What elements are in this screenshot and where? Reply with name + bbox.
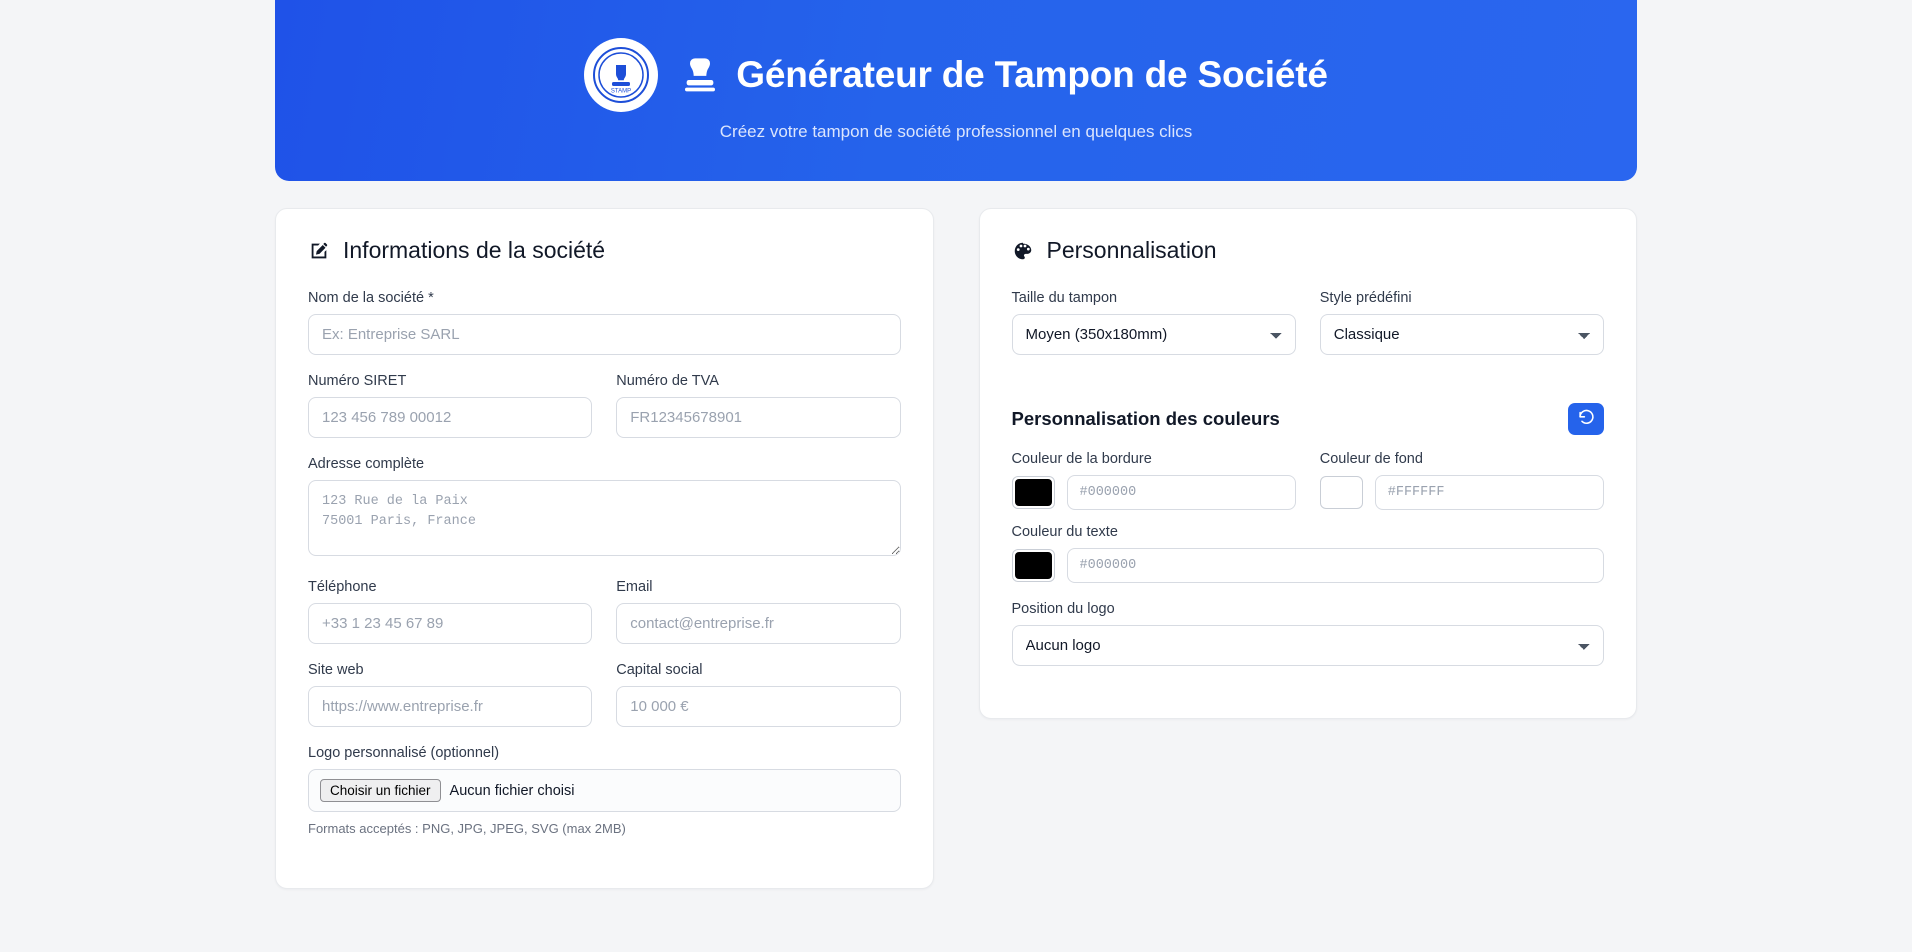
app-header [275, 0, 1637, 181]
background-color-swatch[interactable] [1320, 476, 1363, 509]
label-company-name: Nom de la société * [308, 290, 434, 306]
label-address: Adresse complète [308, 456, 425, 472]
style-preset-select[interactable] [1320, 314, 1604, 355]
page-title: Générateur de Tampon de Société [736, 54, 1328, 95]
row-phone-email [308, 579, 901, 662]
logo-position-select[interactable] [1012, 625, 1605, 666]
company-info-card [275, 208, 934, 889]
website-input[interactable] [308, 686, 592, 727]
colors-section-header [1012, 403, 1605, 435]
field-tva [616, 373, 900, 438]
row-siret-tva [308, 373, 901, 456]
header-title-wrap [680, 54, 1327, 96]
label-tva: Numéro de TVA [616, 373, 719, 389]
field-capital [616, 662, 900, 727]
field-website [308, 662, 592, 727]
customization-card [979, 208, 1638, 719]
label-capital: Capital social [616, 662, 703, 678]
address-textarea[interactable] [308, 480, 901, 556]
file-status-text: Aucun fichier choisi [449, 782, 575, 799]
colors-grid [1012, 451, 1605, 524]
customization-title-text: Personnalisation [1046, 237, 1217, 263]
field-border-color [1012, 451, 1296, 510]
label-background-color: Couleur de fond [1319, 451, 1423, 467]
label-style-preset: Style prédéfini [1319, 290, 1412, 306]
field-style-preset [1320, 290, 1604, 355]
field-background-color [1320, 451, 1604, 510]
company-name-input[interactable] [308, 314, 901, 355]
background-color-input[interactable] [1375, 475, 1604, 510]
field-siret [308, 373, 592, 438]
border-color-input[interactable] [1067, 475, 1296, 510]
label-siret: Numéro SIRET [308, 373, 407, 389]
content-columns [275, 208, 1637, 889]
choose-file-button[interactable]: Choisir un fichier [320, 779, 441, 802]
field-logo-upload [308, 745, 901, 836]
field-company-name [308, 290, 901, 355]
field-stamp-size [1012, 290, 1296, 355]
colors-section-title: Personnalisation des couleurs [1011, 408, 1280, 429]
svg-text:STAMP: STAMP [611, 88, 632, 95]
email-input[interactable] [616, 603, 900, 644]
label-website: Site web [308, 662, 364, 678]
row-size-style [1012, 290, 1605, 373]
field-email [616, 579, 900, 644]
company-info-title-text: Informations de la société [343, 237, 606, 263]
tva-input[interactable] [616, 397, 900, 438]
siret-input[interactable] [308, 397, 592, 438]
palette-icon [1012, 240, 1034, 262]
text-color-swatch[interactable] [1012, 549, 1055, 582]
label-border-color: Couleur de la bordure [1011, 451, 1152, 467]
field-address [308, 456, 901, 561]
logo-file-row[interactable] [308, 769, 901, 812]
background-color-row [1320, 475, 1604, 510]
border-color-swatch[interactable] [1012, 476, 1055, 509]
label-phone: Téléphone [308, 579, 377, 595]
row-website-capital [308, 662, 901, 745]
stamp-logo-badge [584, 38, 658, 112]
reset-arrow-icon [1578, 409, 1595, 429]
field-text-color [1012, 524, 1605, 583]
header-row [584, 38, 1327, 112]
logo-format-hint: Formats acceptés : PNG, JPG, JPEG, SVG (max 2MB) [308, 821, 626, 836]
label-stamp-size: Taille du tampon [1011, 290, 1118, 306]
stamp-size-select[interactable] [1012, 314, 1296, 355]
header-subtitle: Créez votre tampon de société professionnel en quelques clics [719, 122, 1193, 141]
edit-pencil-icon [308, 240, 330, 262]
customization-title [1012, 237, 1605, 264]
border-color-row [1012, 475, 1296, 510]
label-text-color: Couleur du texte [1011, 524, 1118, 540]
reset-colors-button[interactable] [1568, 403, 1604, 435]
phone-input[interactable] [308, 603, 592, 644]
field-phone [308, 579, 592, 644]
field-logo-position [1012, 601, 1605, 666]
text-color-row [1012, 548, 1605, 583]
company-info-title [308, 237, 901, 264]
label-logo-position: Position du logo [1011, 601, 1115, 617]
text-color-input[interactable] [1067, 548, 1605, 583]
capital-input[interactable] [616, 686, 900, 727]
label-logo-upload: Logo personnalisé (optionnel) [308, 745, 500, 761]
stamp-icon [680, 55, 720, 95]
label-email: Email [616, 579, 653, 595]
